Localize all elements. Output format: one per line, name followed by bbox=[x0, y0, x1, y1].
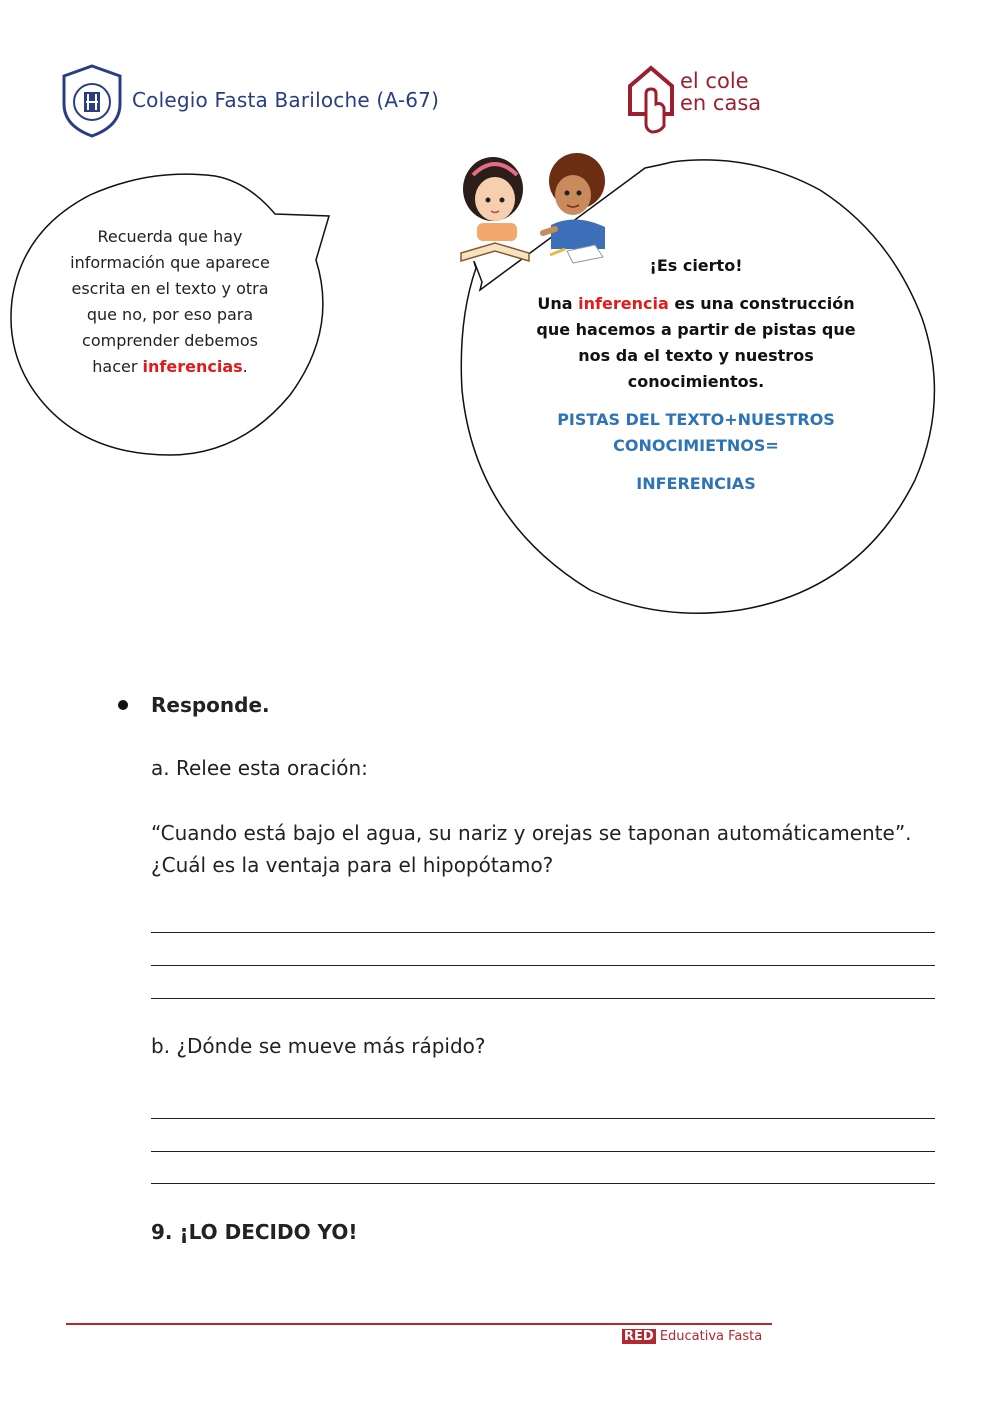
definition-highlight: inferencia bbox=[578, 294, 669, 313]
footer-brand bbox=[622, 1329, 762, 1344]
left-bubble-text bbox=[58, 224, 282, 380]
section-9-heading: 9. ¡LO DECIDO YO! bbox=[151, 1220, 358, 1244]
right-bubble-title: ¡Es cierto! bbox=[649, 256, 743, 275]
question-a-quote: “Cuando está bajo el agua, su nariz y orejas se taponan automáticamente”. bbox=[151, 821, 912, 845]
question-a-text bbox=[151, 817, 941, 881]
footer-divider bbox=[66, 1323, 772, 1325]
right-bubble-text bbox=[535, 253, 857, 509]
inference-formula: PISTAS DEL TEXTO+NUESTROS CONOCIMIETNOS= bbox=[557, 410, 835, 455]
footer-red-label: RED bbox=[624, 1329, 654, 1344]
definition-end: es una construcción que hacemos a partir de pistas que nos da el texto y nuestros conocimientos. bbox=[536, 294, 856, 391]
left-bubble-body: Recuerda que hay información que aparece escrita en el texto y otra que no, por eso para comprender debemos hacer bbox=[70, 227, 270, 376]
answer-line-b-2[interactable] bbox=[151, 1151, 935, 1152]
inference-result: INFERENCIAS bbox=[636, 474, 756, 493]
partner-line-2: en casa bbox=[680, 91, 762, 115]
left-bubble-end: . bbox=[242, 357, 248, 376]
definition-start: Una bbox=[537, 294, 573, 313]
question-b-label: b. ¿Dónde se mueve más rápido? bbox=[151, 1034, 486, 1058]
partner-line-1: el cole bbox=[680, 69, 749, 93]
footer-brand-name: Educativa Fasta bbox=[659, 1329, 763, 1344]
answer-line-a-1[interactable] bbox=[151, 932, 935, 933]
school-name: Colegio Fasta Bariloche (A-67) bbox=[132, 88, 440, 112]
question-a-label: a. Relee esta oración: bbox=[151, 756, 368, 780]
bullet-icon bbox=[118, 700, 128, 710]
answer-line-a-3[interactable] bbox=[151, 998, 935, 999]
inference-definition bbox=[535, 291, 857, 395]
answer-line-b-1[interactable] bbox=[151, 1118, 935, 1119]
left-bubble-highlight: inferencias bbox=[142, 357, 243, 376]
answer-line-b-3[interactable] bbox=[151, 1183, 935, 1184]
answer-line-a-2[interactable] bbox=[151, 965, 935, 966]
question-a-prompt: ¿Cuál es la ventaja para el hipopótamo? bbox=[151, 853, 554, 877]
kids-reading-illustration bbox=[455, 145, 615, 265]
responde-heading: Responde. bbox=[151, 693, 270, 717]
